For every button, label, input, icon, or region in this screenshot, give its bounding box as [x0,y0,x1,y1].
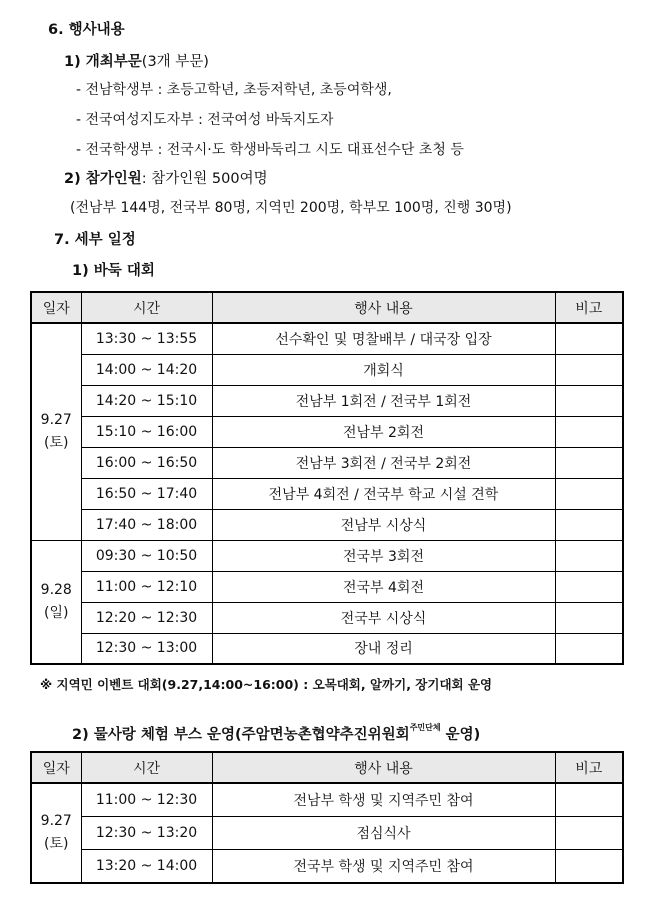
note-cell [555,633,623,664]
note-cell [555,602,623,633]
table-row [31,816,623,849]
time-cell: 14:00 ~ 14:20 [81,354,212,385]
date: 9.27 [40,813,72,829]
table-row [31,478,623,509]
table-row [31,323,623,354]
header-note: 비고 [555,752,623,783]
header-content: 행사 내용 [212,752,555,783]
content-cell: 전남부 학생 및 지역주민 참여 [212,783,555,816]
header-time: 시간 [81,292,212,323]
subsection-detail: (3개 부문) [141,54,209,70]
table-row [31,540,623,571]
note-cell [555,447,623,478]
header-note: 비고 [555,292,623,323]
table-row [31,633,623,664]
section-6-title: 6. 행사내용 [48,22,125,38]
section-7-title: 7. 세부 일정 [54,232,136,248]
table-row [31,385,623,416]
table-row [31,416,623,447]
bullet-national-women: - 전국여성지도자부 : 전국여성 바둑지도자 [76,112,334,128]
baduk-schedule-table [30,291,624,665]
note-cell [555,478,623,509]
content-cell: 개회식 [212,354,555,385]
note-cell [555,540,623,571]
content-cell: 전남부 시상식 [212,509,555,540]
header-content: 행사 내용 [212,292,555,323]
note-cell [555,816,623,849]
subsection-water-booth [72,723,480,744]
weekday: (일) [44,604,69,621]
content-cell: 전남부 2회전 [212,416,555,447]
table-row [31,783,623,816]
subsection-label: 2) 참가인원 [64,171,142,187]
date: 9.28 [40,581,72,598]
date: 9.27 [40,411,72,428]
table-row [31,602,623,633]
time-cell: 16:50 ~ 17:40 [81,478,212,509]
note-cell [555,571,623,602]
content-cell: 전남부 1회전 / 전국부 1회전 [212,385,555,416]
time-cell: 09:30 ~ 10:50 [81,540,212,571]
content-cell: 전국부 학생 및 지역주민 참여 [212,849,555,883]
table-row [31,354,623,385]
note-cell [555,849,623,883]
header-time: 시간 [81,752,212,783]
content-cell: 장내 정리 [212,633,555,664]
content-cell: 점심식사 [212,816,555,849]
participants-breakdown: (전남부 144명, 전국부 80명, 지역민 200명, 학부모 100명, 진행 30명) [70,200,512,216]
time-cell: 13:20 ~ 14:00 [81,849,212,883]
subsection-venue-categories [64,50,209,71]
weekday: (토) [44,434,69,451]
date-cell-day2 [31,540,81,664]
time-cell: 12:20 ~ 12:30 [81,602,212,633]
date-cell-day1 [31,323,81,540]
content-cell: 전국부 3회전 [212,540,555,571]
content-cell: 전국부 시상식 [212,602,555,633]
table-row [31,849,623,883]
note-cell [555,416,623,447]
content-cell: 전국부 4회전 [212,571,555,602]
booth-schedule-table [30,751,624,884]
note-cell [555,323,623,354]
event-remark: ※ 지역민 이벤트 대회(9.27,14:00~16:00) : 오목대회, 알까기, 장기대회 운영 [40,677,493,692]
table-row [31,571,623,602]
table-row [31,509,623,540]
bullet-national-students: - 전국학생부 : 전국시·도 학생바둑리그 시도 대표선수단 초청 등 [76,142,464,158]
time-cell: 16:00 ~ 16:50 [81,447,212,478]
date-cell-day1 [31,783,81,883]
note-cell [555,385,623,416]
time-cell: 12:30 ~ 13:00 [81,633,212,664]
subsection-title: 2) 물사랑 체험 부스 운영(주암면농촌협약추진위원회 [72,727,410,743]
subsection-participants [64,167,268,188]
time-cell: 12:30 ~ 13:20 [81,816,212,849]
subsection-superscript: 주민단체 [409,723,441,732]
time-cell: 11:00 ~ 12:30 [81,783,212,816]
time-cell: 11:00 ~ 12:10 [81,571,212,602]
note-cell [555,783,623,816]
note-cell [555,509,623,540]
time-cell: 17:40 ~ 18:00 [81,509,212,540]
header-date: 일자 [31,292,81,323]
subsection-baduk-tournament: 1) 바둑 대회 [72,263,155,279]
time-cell: 14:20 ~ 15:10 [81,385,212,416]
content-cell: 전남부 4회전 / 전국부 학교 시설 견학 [212,478,555,509]
time-cell: 15:10 ~ 16:00 [81,416,212,447]
weekday: (토) [44,836,69,852]
subsection-detail: : 참가인원 500여명 [141,171,268,187]
time-cell: 13:30 ~ 13:55 [81,323,212,354]
subsection-label: 1) 개최부문 [64,54,142,70]
content-cell: 전남부 3회전 / 전국부 2회전 [212,447,555,478]
bullet-jeonnam-students: - 전남학생부 : 초등고학년, 초등저학년, 초등여학생, [76,82,392,98]
note-cell [555,354,623,385]
header-date: 일자 [31,752,81,783]
table-row [31,447,623,478]
subsection-title-tail: 운영) [440,727,481,743]
content-cell: 선수확인 및 명찰배부 / 대국장 입장 [212,323,555,354]
